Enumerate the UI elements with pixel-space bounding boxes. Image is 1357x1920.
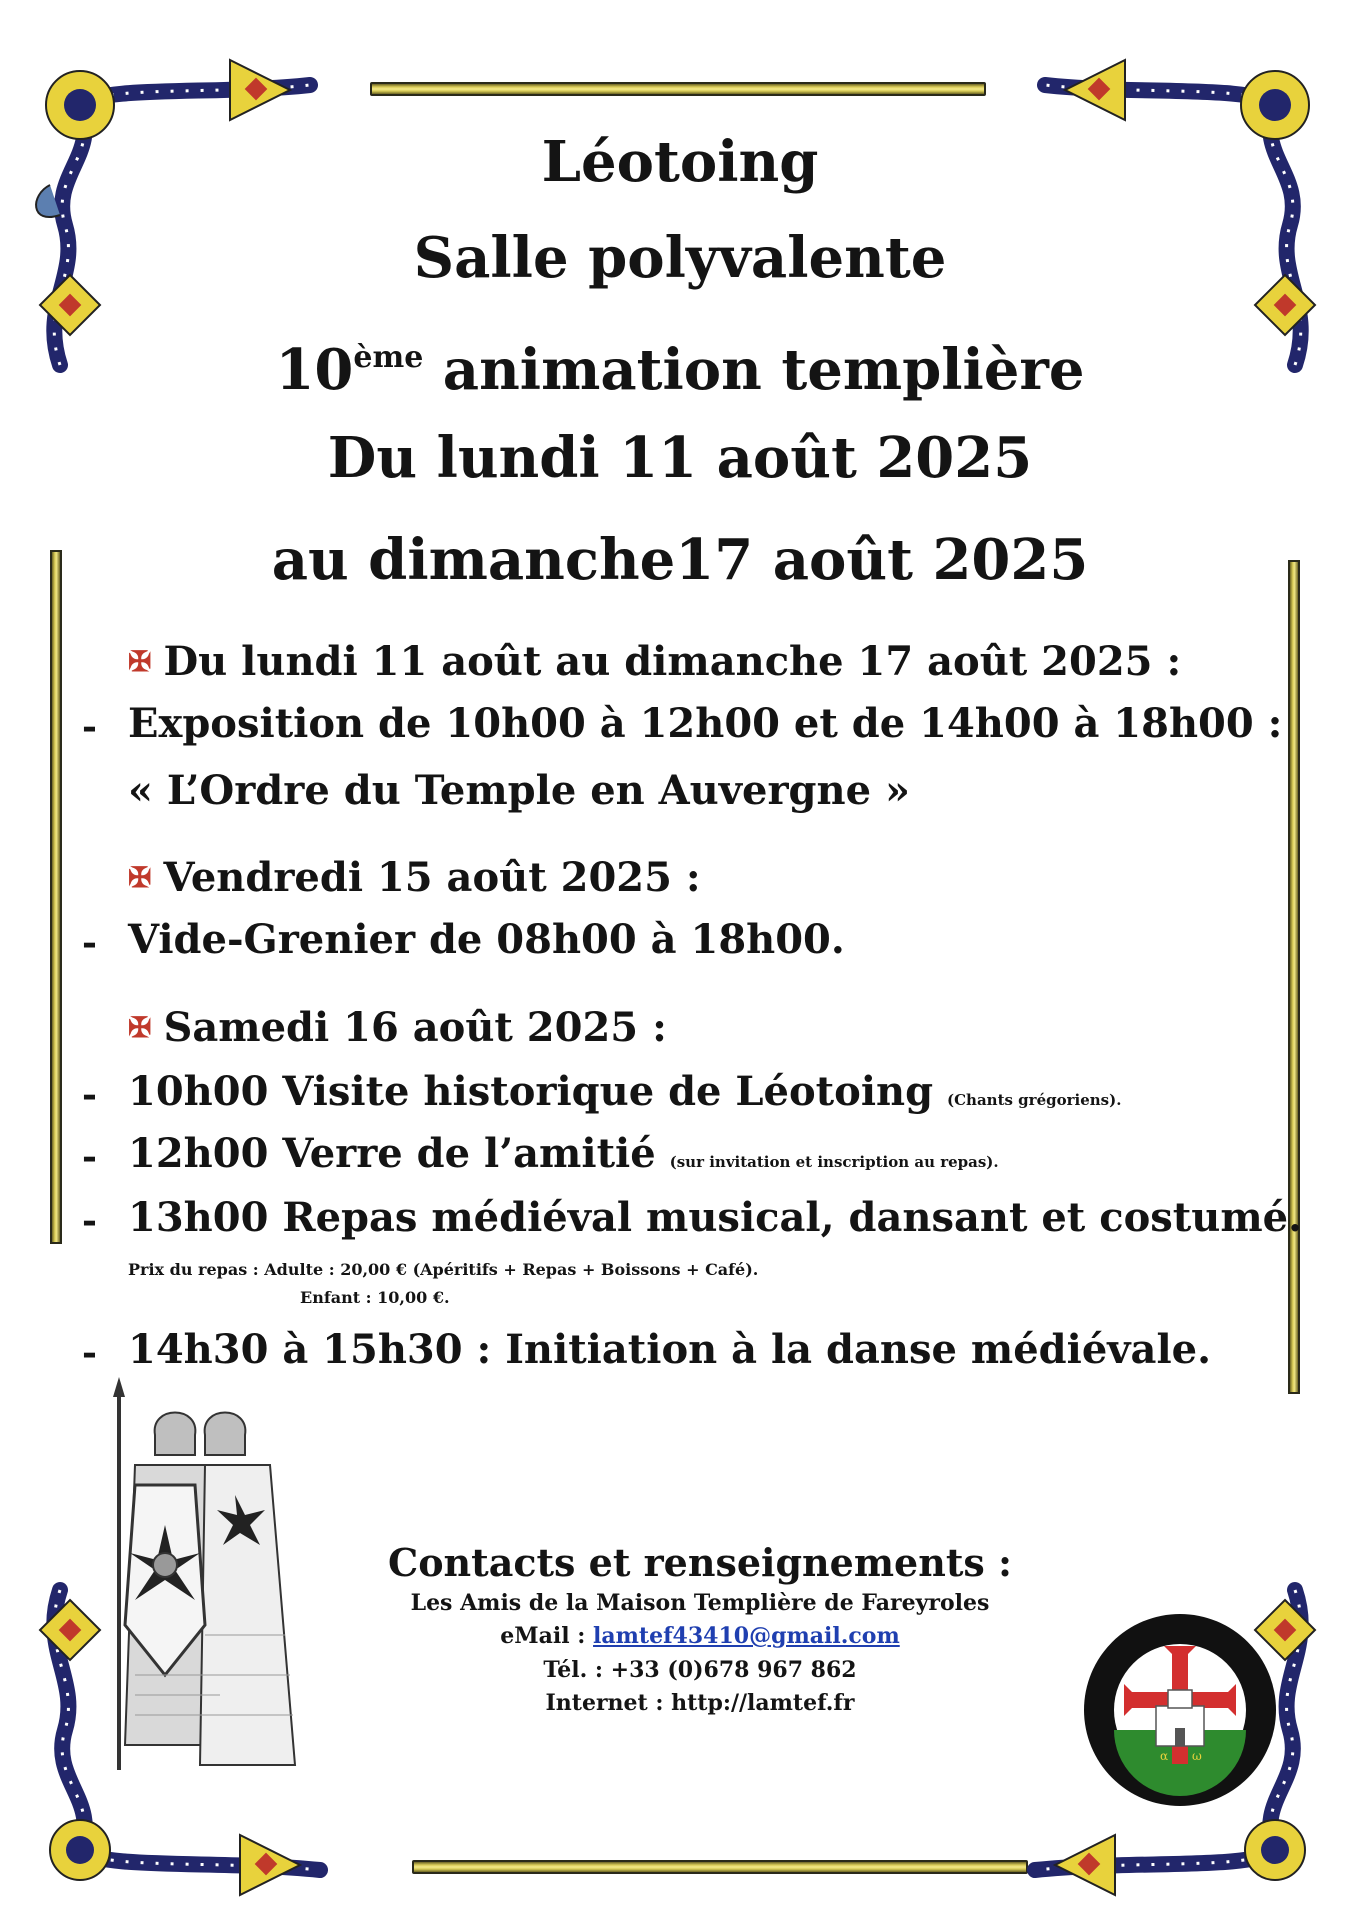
- section-saturday-heading: [128, 1004, 667, 1051]
- templar-cross-icon: ✠: [128, 861, 152, 894]
- svg-text:α: α: [1160, 1749, 1169, 1763]
- section-week-heading-text: Du lundi 11 août au dimanche 17 août 2025 :: [163, 638, 1182, 685]
- contacts-website: Internet : http://lamtef.fr: [545, 1690, 855, 1716]
- visit-line: [128, 1068, 1121, 1115]
- title-location: Léotoing: [541, 129, 819, 195]
- contacts-heading: Contacts et renseignements :: [387, 1540, 1013, 1585]
- association-seal-logo: [1080, 1610, 1280, 1810]
- title-date-start: Du lundi 11 août 2025: [327, 425, 1033, 491]
- right-gold-bar: [1288, 560, 1300, 1394]
- section-saturday-heading-text: Samedi 16 août 2025 :: [163, 1004, 667, 1051]
- aperitif-line: [128, 1130, 999, 1177]
- meal-price-adult: Prix du repas : Adulte : 20,00 € (Apéritifs + Repas + Boissons + Café).: [128, 1260, 759, 1279]
- section-friday-heading-text: Vendredi 15 août 2025 :: [163, 854, 701, 901]
- title-event-ordinal: ème: [353, 340, 424, 375]
- visit-text: 10h00 Visite historique de Léotoing: [128, 1068, 934, 1115]
- title-event-name: animation templière: [423, 337, 1085, 403]
- contacts-org: Les Amis de la Maison Templière de Fareyroles: [410, 1590, 990, 1616]
- svg-text:ω: ω: [1192, 1749, 1202, 1763]
- templar-cross-icon: ✠: [128, 1011, 152, 1044]
- left-gold-bar: [50, 550, 62, 1244]
- list-dash: -: [82, 1200, 97, 1242]
- email-label: eMail :: [500, 1623, 594, 1649]
- list-dash: -: [82, 1136, 97, 1178]
- templar-knights-illustration: [95, 1375, 325, 1775]
- meal-line: 13h00 Repas médiéval musical, dansant et costumé.: [128, 1194, 1303, 1241]
- meal-price-child: Enfant : 10,00 €.: [300, 1288, 450, 1307]
- list-dash: -: [82, 1074, 97, 1116]
- aperitif-text: 12h00 Verre de l’amitié: [128, 1130, 656, 1177]
- title-event-number: 10: [275, 337, 354, 403]
- exhibition-line: Exposition de 10h00 à 12h00 et de 14h00 à 18h00 :: [128, 700, 1283, 747]
- list-dash: -: [82, 1332, 97, 1374]
- dance-line: 14h30 à 15h30 : Initiation à la danse médiévale.: [128, 1326, 1212, 1373]
- section-week-heading: [128, 638, 1181, 685]
- visit-note: (Chants grégoriens).: [947, 1091, 1122, 1109]
- list-dash: -: [82, 706, 97, 748]
- exhibition-title: « L’Ordre du Temple en Auvergne »: [128, 767, 910, 814]
- contacts-email-line: [370, 1623, 1030, 1649]
- contacts-phone: Tél. : +33 (0)678 967 862: [543, 1657, 857, 1683]
- title-venue: Salle polyvalente: [413, 225, 947, 291]
- list-dash: -: [82, 922, 97, 964]
- templar-cross-icon: ✠: [128, 645, 152, 678]
- title-date-end: au dimanche17 août 2025: [271, 527, 1089, 593]
- bottom-gold-bar: [412, 1860, 1028, 1874]
- aperitif-note: (sur invitation et inscription au repas).: [669, 1153, 999, 1171]
- email-link[interactable]: lamtef43410@gmail.com: [593, 1623, 900, 1649]
- title-event: [160, 318, 1200, 410]
- top-gold-bar: [370, 82, 986, 96]
- section-friday-heading: [128, 854, 701, 901]
- vide-grenier-line: Vide-Grenier de 08h00 à 18h00.: [128, 916, 845, 963]
